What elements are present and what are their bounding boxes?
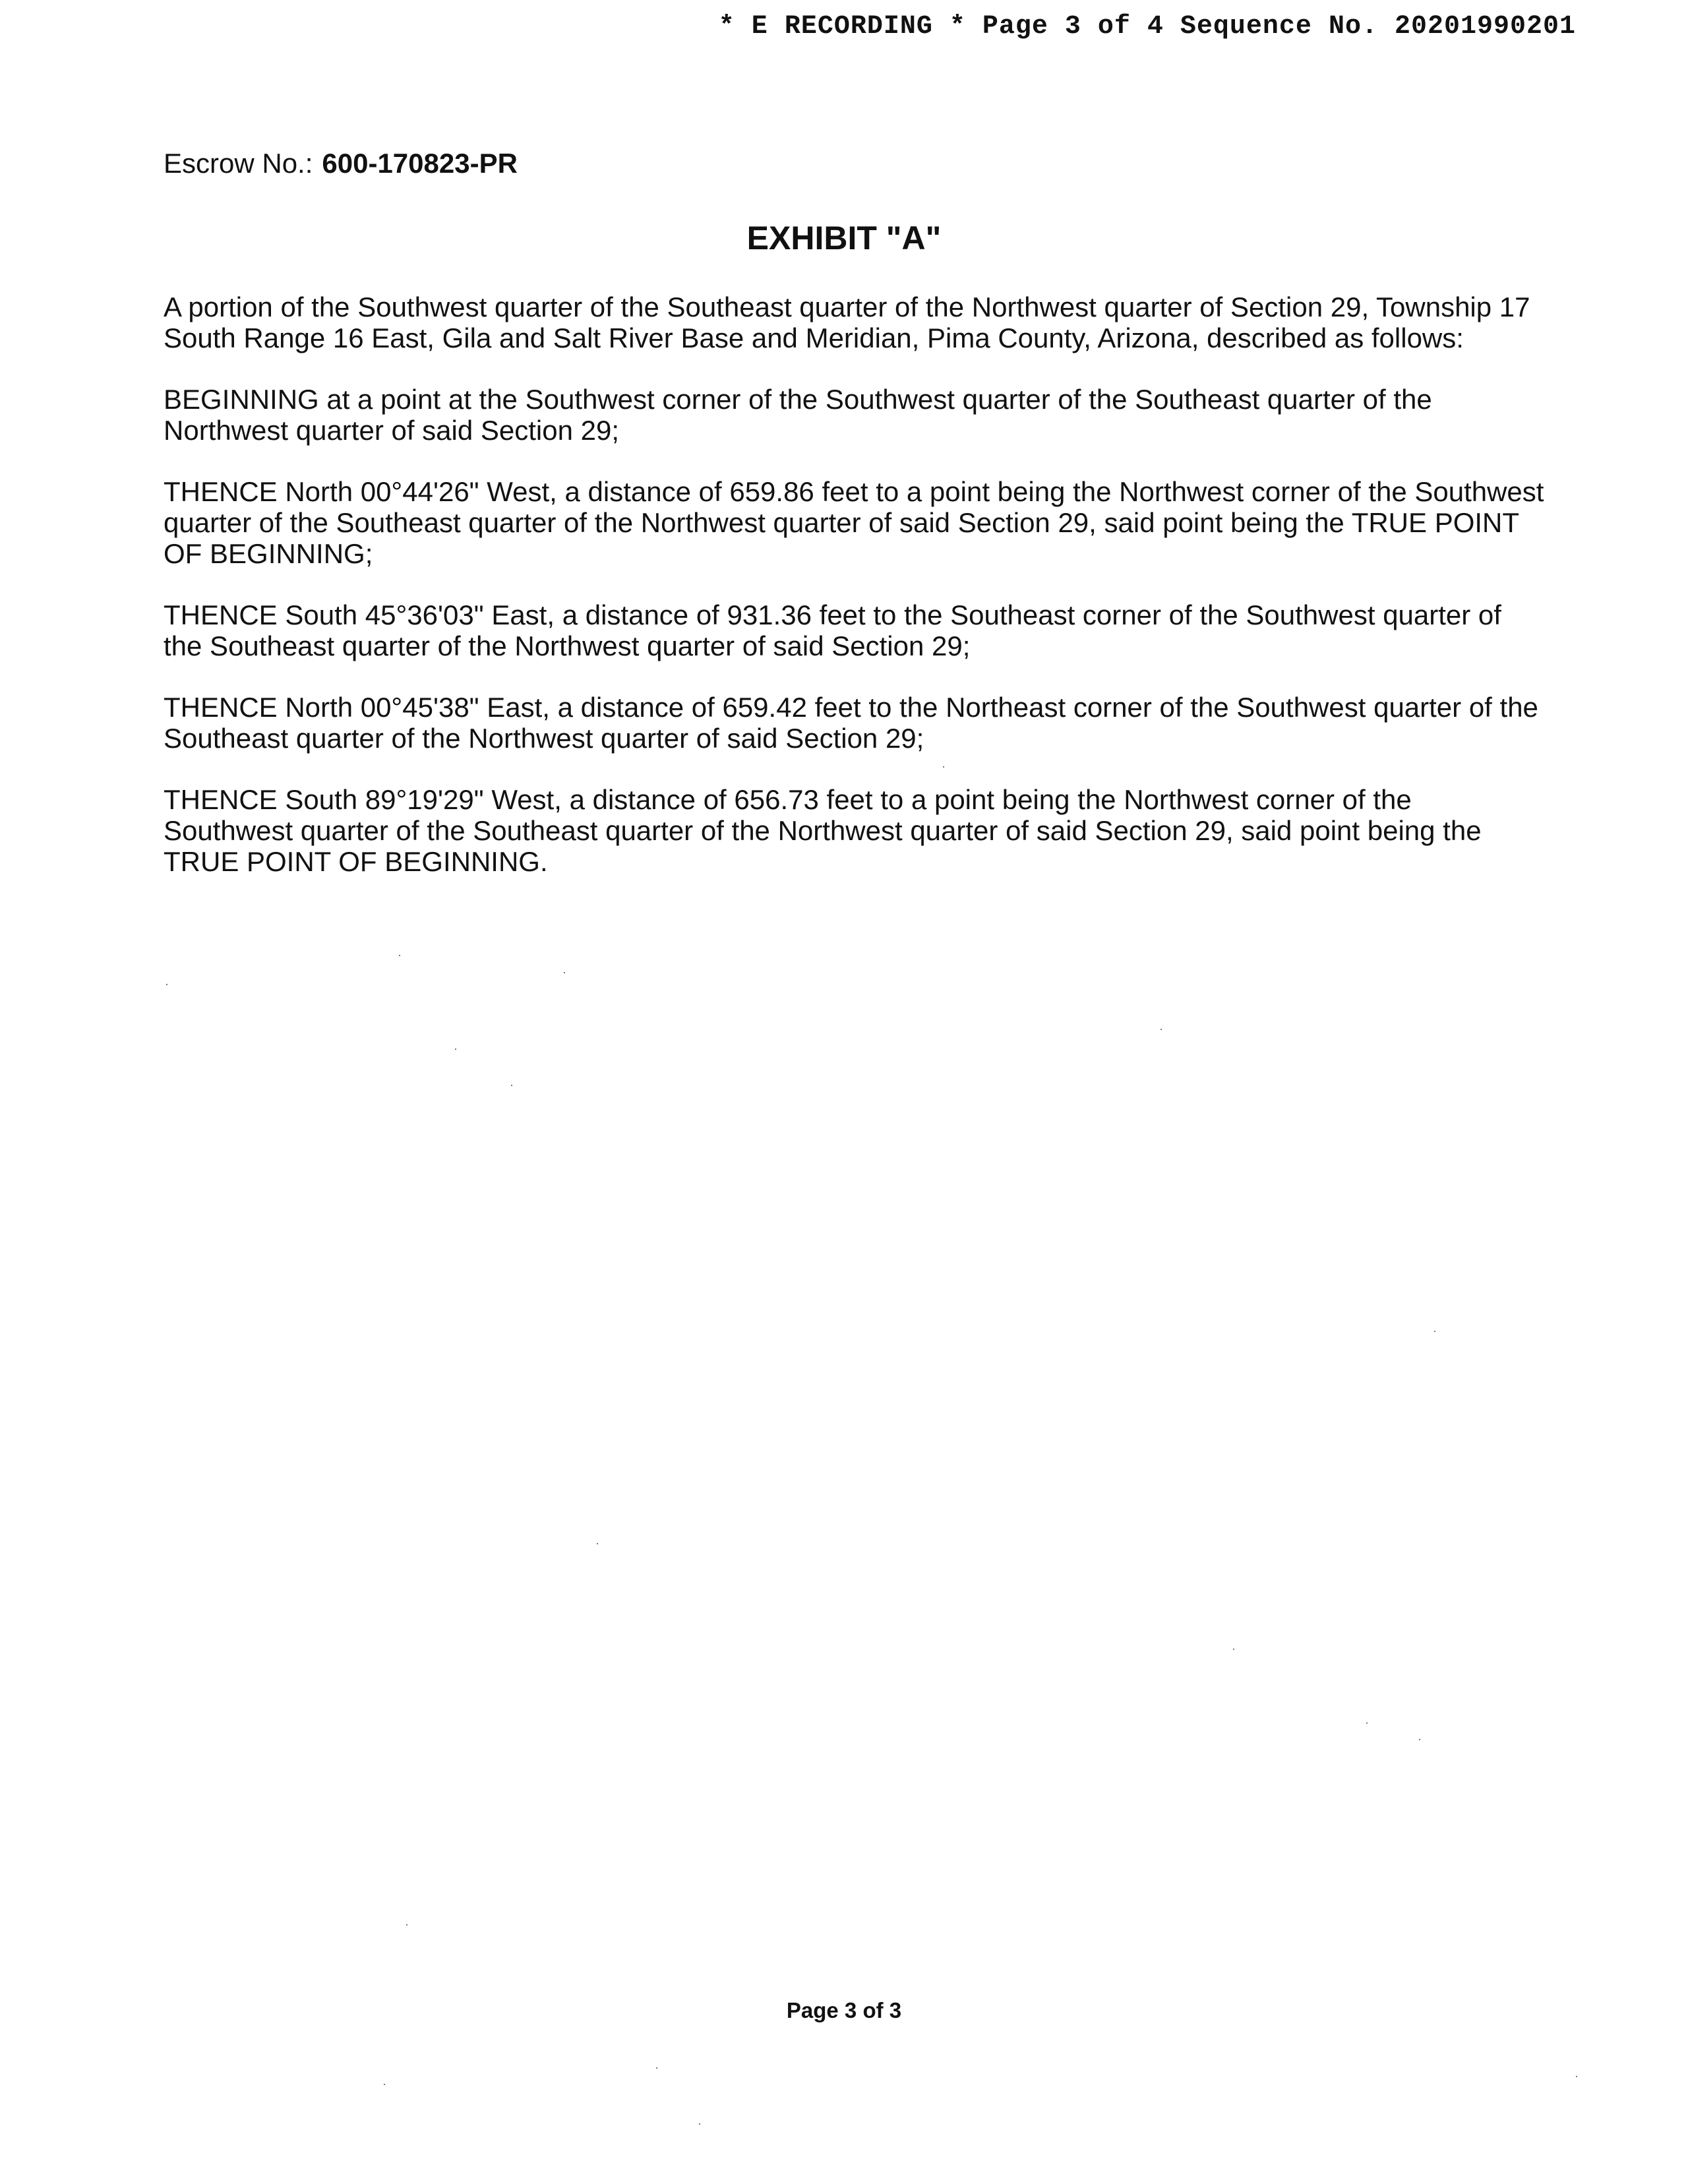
scan-speck	[564, 972, 565, 973]
escrow-line	[164, 148, 518, 179]
scan-speck	[1434, 1331, 1435, 1332]
scan-speck	[656, 2067, 657, 2069]
legal-paragraph-course-4: THENCE South 89°19'29" West, a distance of 656.73 feet to a point being the Northwest corner of the Southwest quarter of the Southeast quarter of the Northwest quarter of said Section 29, said point being the TRUE POINT OF BEGINNING.	[164, 784, 1482, 877]
scan-speck	[166, 984, 167, 985]
scan-speck	[455, 1048, 456, 1050]
legal-paragraph-course-1: THENCE North 00°44'26" West, a distance of 659.86 feet to a point being the Northwest corner of the Southwest quarter of the Southeast quarter of the Northwest quarter of said Section 29, said point being the TRUE POINT OF BEGINNING;	[164, 476, 1544, 569]
scan-speck	[943, 766, 944, 768]
legal-paragraph-intro: A portion of the Southwest quarter of the Southeast quarter of the Northwest quarter of Section 29, Township 17 South Range 16 East, Gila and Salt River Base and Meridian, Pima County, Arizona, described as follows:	[164, 291, 1530, 353]
escrow-label: Escrow No.:	[164, 148, 313, 179]
exhibit-title: EXHIBIT "A"	[746, 220, 942, 257]
scan-speck	[406, 1924, 407, 1926]
legal-paragraph-course-2: THENCE South 45°36'03" East, a distance of 931.36 feet to the Southeast corner of the Southwest quarter of the Southeast quarter of the Northwest quarter of said Section 29;	[164, 599, 1501, 661]
legal-paragraph-beginning: BEGINNING at a point at the Southwest corner of the Southwest quarter of the Southeast quarter of the Northwest quarter of said Section 29;	[164, 384, 1432, 446]
scan-speck	[384, 2084, 385, 2085]
recording-header: * E RECORDING * Page 3 of 4 Sequence No. 20201990201	[718, 12, 1576, 42]
scan-speck	[597, 1543, 598, 1544]
scan-speck	[699, 2123, 700, 2125]
legal-description	[164, 291, 1545, 907]
scan-speck	[1366, 1722, 1368, 1724]
page-number-footer: Page 3 of 3	[786, 1998, 902, 2022]
scan-speck	[1233, 1649, 1234, 1650]
scan-speck	[1160, 1029, 1162, 1030]
scan-speck	[399, 955, 400, 956]
scan-speck	[1419, 1739, 1420, 1740]
scan-speck	[511, 1085, 512, 1086]
scan-speck	[1576, 2076, 1577, 2077]
legal-paragraph-course-3: THENCE North 00°45'38" East, a distance of 659.42 feet to the Northeast corner of the Southwest quarter of the Southeast quarter of the Northwest quarter of said Section 29;	[164, 692, 1538, 754]
escrow-number: 600-170823-PR	[322, 148, 518, 179]
